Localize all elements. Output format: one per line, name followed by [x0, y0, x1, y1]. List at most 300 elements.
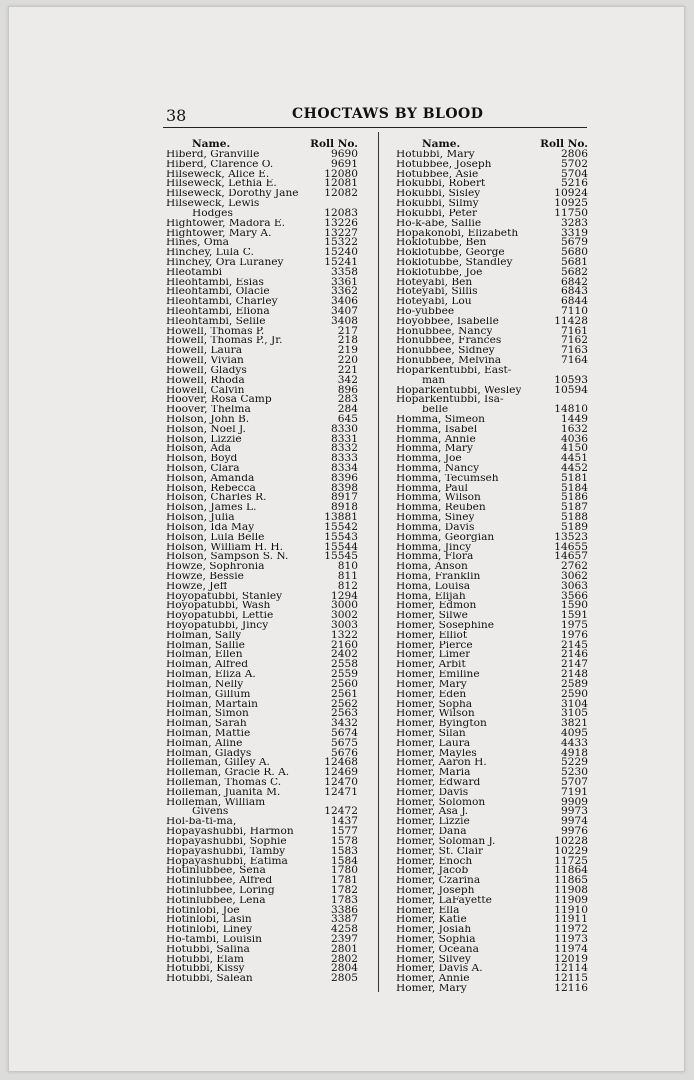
entry-name: Homer, Silvey: [396, 954, 471, 965]
list-item: [166, 471, 358, 484]
entry-roll-number: 9974: [561, 815, 588, 828]
entry-roll-number: 2805: [331, 972, 358, 985]
list-item: [396, 552, 588, 562]
list-item: [396, 660, 588, 670]
entry-name: Holman, Ellen: [166, 650, 243, 661]
entry-roll-number: 8332: [331, 442, 358, 455]
entry-name: Holson, Lula Belle: [166, 532, 265, 543]
entry-roll-number: 8398: [331, 481, 358, 494]
entry-roll-number: 15241: [324, 255, 358, 268]
entry-name: Holman, Mattie: [166, 728, 251, 739]
entry-name: Homer, Sopha: [396, 699, 473, 710]
entry-name: Hopayashubbi, Eatima: [166, 856, 288, 867]
list-item: [166, 660, 358, 670]
entry-roll-number: 5187: [561, 501, 588, 514]
entry-roll-number: 13227: [324, 226, 358, 239]
list-item: [166, 287, 358, 297]
entry-name: Holleman, William: [166, 797, 266, 808]
entry-roll-number: 10594: [554, 383, 588, 396]
entry-roll-number: 810: [337, 560, 358, 573]
list-item: [396, 579, 588, 592]
entry-roll-number: 5216: [561, 177, 588, 190]
entry-roll-number: 4451: [561, 452, 588, 465]
entry-name: Hoyobbee, Isabelle: [396, 316, 499, 327]
list-item: [166, 854, 358, 867]
entry-roll-number: 3283: [561, 216, 588, 229]
entry-name: Homer, Katie: [396, 915, 467, 926]
entry-name: Homma, Tecumseh: [396, 473, 499, 484]
entry-roll-number: 1590: [561, 599, 588, 612]
entry-name: Hoklotubbe, Standley: [396, 257, 513, 268]
list-item: [396, 503, 588, 513]
entry-name: Holson, Clara: [166, 464, 240, 474]
entry-roll-number: 15545: [324, 550, 358, 563]
list-item: [396, 157, 588, 170]
entry-name: Homer, Laura: [396, 738, 471, 749]
entry-name: Homer, Asa J.: [396, 807, 469, 818]
entry-roll-number: 5679: [561, 236, 588, 249]
entry-roll-number: 3104: [561, 697, 588, 710]
entry-name: Hopayashubbi, Tamby: [166, 846, 286, 857]
entry-roll-number: 15543: [324, 530, 358, 543]
entry-roll-number: 283: [337, 393, 358, 406]
right-column-header: [396, 138, 588, 150]
entry-name: Hoklotubbe, Joe: [396, 267, 483, 278]
entry-roll-number: 4150: [561, 442, 588, 455]
entry-name: Howze, Jeff: [166, 581, 228, 592]
entry-roll-number: 11974: [554, 942, 588, 955]
entry-name: man: [422, 375, 446, 386]
list-item: [396, 481, 588, 494]
list-item: [396, 265, 588, 278]
entry-roll-number: 13523: [554, 530, 588, 543]
entry-name: Hoover, Thelma: [166, 405, 251, 415]
entry-name: Hotinlubbee, Sena: [166, 866, 266, 877]
entry-roll-number: 12116: [554, 982, 588, 995]
entry-name: Homer, Wilson: [396, 709, 475, 720]
entry-roll-number: 11725: [554, 854, 588, 867]
entry-roll-number: 1591: [561, 609, 588, 622]
entry-name: Howell, Vivian: [166, 356, 244, 366]
entry-roll-number: 4433: [561, 736, 588, 749]
entry-roll-number: 12114: [554, 962, 588, 975]
list-item: [166, 974, 358, 984]
list-item: [166, 893, 358, 906]
list-item: [166, 952, 358, 965]
list-item: [396, 346, 588, 356]
entry-roll-number: 221: [337, 363, 358, 376]
list-item: [166, 807, 358, 817]
list-item: [396, 611, 588, 621]
list-item: [396, 297, 588, 307]
entry-name: Hotinlobi, Joe: [166, 905, 240, 916]
entry-roll-number: 4918: [561, 746, 588, 759]
entry-name: Homer, Eden: [396, 689, 467, 700]
list-item: [166, 638, 358, 651]
list-item: [166, 412, 358, 425]
list-item: [166, 481, 358, 494]
entry-name: Holson, Ada: [166, 444, 232, 455]
entry-name: Howze, Bessie: [166, 571, 244, 582]
entry-roll-number: 12469: [324, 766, 358, 779]
list-item: [396, 687, 588, 700]
entry-name: Hinchey, Lula C.: [166, 248, 254, 258]
entry-name: Hoyopatubbi, Jincy: [166, 621, 269, 631]
list-item: [166, 314, 358, 327]
entry-roll-number: 11908: [554, 883, 588, 896]
entry-roll-number: 2145: [561, 638, 588, 651]
entry-roll-number: 10593: [554, 373, 588, 386]
entry-name: Homma, Annie: [396, 434, 476, 445]
entry-roll-number: 12083: [324, 206, 358, 219]
entry-name: Homma, Isabel: [396, 424, 478, 435]
entry-roll-number: 284: [337, 403, 358, 416]
entry-name: Homer, Davis A.: [396, 964, 483, 975]
entry-name: Hoklotubbe, George: [396, 248, 505, 258]
entry-roll-number: 11911: [554, 913, 588, 926]
entry-roll-number: 9976: [561, 825, 588, 838]
entry-roll-number: 1780: [331, 864, 358, 877]
list-item: [396, 287, 588, 297]
entry-roll-number: 7110: [561, 305, 588, 317]
left-column-header: [166, 138, 358, 150]
entry-roll-number: 11865: [554, 874, 588, 887]
list-item: [166, 601, 358, 611]
list-item: [166, 935, 358, 945]
entry-roll-number: 8334: [331, 462, 358, 474]
entry-name: Holleman, Thomas C.: [166, 778, 282, 788]
entry-roll-number: 2148: [561, 668, 588, 681]
entry-roll-number: 5189: [561, 520, 588, 533]
entry-name: Homer, Silan: [396, 728, 466, 739]
entry-roll-number: 5229: [561, 756, 588, 769]
entry-roll-number: 12470: [324, 776, 358, 788]
entry-name: Homer, Lizzie: [396, 817, 470, 828]
entry-name: Homer, Silwe: [396, 611, 468, 621]
list-item: [396, 493, 588, 503]
entry-roll-number: 2762: [561, 560, 588, 573]
entry-roll-number: 9691: [331, 157, 358, 170]
entry-roll-number: 3362: [331, 285, 358, 298]
left-entry-list: [166, 150, 358, 984]
entry-name: Homa, Louisa: [396, 581, 471, 592]
list-item: [166, 255, 358, 268]
list-item: [396, 795, 588, 808]
entry-roll-number: 7163: [561, 344, 588, 357]
entry-name: Homer, LaFayette: [396, 895, 492, 906]
entry-roll-number: 12115: [554, 972, 588, 985]
entry-name: Hleohtambi, Eliona: [166, 307, 270, 317]
entry-name: Holman, Gladys: [166, 748, 252, 759]
entry-name: belle: [422, 405, 449, 415]
list-item: [396, 454, 588, 464]
entry-name: Homma, Reuben: [396, 503, 486, 514]
entry-name: Hilseweck, Lewis: [166, 199, 260, 209]
list-item: [396, 432, 588, 445]
entry-roll-number: 12468: [324, 756, 358, 769]
list-item: [166, 650, 358, 660]
entry-roll-number: 218: [337, 334, 358, 347]
entry-name: Hoover, Rosa Camp: [166, 395, 272, 406]
list-item: [166, 866, 358, 876]
list-item: [166, 464, 358, 474]
entry-roll-number: 6844: [561, 295, 588, 308]
entry-roll-number: 2147: [561, 658, 588, 671]
entry-name: Homma, Nancy: [396, 464, 480, 474]
list-item: [396, 650, 588, 660]
entry-roll-number: 3358: [331, 265, 358, 278]
list-item: [396, 383, 588, 396]
entry-name: Hoyopatubbi, Stanley: [166, 591, 283, 602]
entry-roll-number: 4258: [331, 923, 358, 936]
list-item: [166, 736, 358, 749]
entry-roll-number: 14655: [554, 540, 588, 553]
list-item: [166, 265, 358, 278]
list-item: [166, 579, 358, 592]
entry-roll-number: 3062: [561, 569, 588, 582]
entry-name: Holleman, Gilley A.: [166, 758, 270, 769]
list-item: [396, 601, 588, 611]
list-item: [166, 628, 358, 641]
entry-roll-number: 2590: [561, 687, 588, 700]
list-item: [166, 964, 358, 974]
entry-name: Hotubbi, Elam: [166, 954, 244, 965]
entry-roll-number: 5188: [561, 511, 588, 524]
entry-roll-number: 1437: [331, 815, 358, 828]
entry-roll-number: 3000: [331, 599, 358, 612]
entry-name: Hines, Oma: [166, 238, 229, 249]
entry-roll-number: 1294: [331, 589, 358, 602]
entry-name: Holman, Sallie: [166, 640, 245, 651]
entry-roll-number: 2562: [331, 697, 358, 710]
list-item: [166, 363, 358, 376]
entry-name: Hleotambi: [166, 267, 223, 278]
entry-name: Holson, Amanda: [166, 473, 255, 484]
entry-roll-number: 12471: [324, 785, 358, 798]
entry-roll-number: 3002: [331, 609, 358, 622]
list-item: [166, 677, 358, 690]
entry-name: Hotubbi, Mary: [396, 150, 475, 160]
entry-name: Homer, Sosephine: [396, 621, 494, 631]
entry-name: Honubbee, Nancy: [396, 326, 493, 337]
entry-name: Homer, Jacob: [396, 866, 469, 877]
entry-name: Homer, Mayles: [396, 748, 477, 759]
entry-name: Homa, Anson: [396, 562, 468, 572]
list-item: [396, 238, 588, 248]
entry-name: Hokubbi, Robert: [396, 179, 486, 190]
list-item: [166, 817, 358, 827]
list-item: [396, 422, 588, 435]
entry-name: Holson, Julia: [166, 513, 235, 523]
entry-roll-number: 11864: [554, 864, 588, 877]
entry-name: Homma, Georgian: [396, 532, 495, 543]
entry-roll-number: 812: [337, 579, 358, 592]
entry-roll-number: 5704: [561, 167, 588, 180]
entry-name: Homer, Aaron H.: [396, 758, 487, 769]
page-number: 38: [166, 106, 187, 125]
entry-roll-number: 1449: [561, 412, 588, 425]
entry-name: Homer, Josiah: [396, 925, 472, 935]
list-item: [396, 638, 588, 651]
entry-name: Honubbee, Melvina: [396, 356, 502, 366]
entry-name: Hoyopatubbi, Wash: [166, 601, 271, 612]
list-item: [166, 432, 358, 445]
entry-roll-number: 5181: [561, 471, 588, 484]
entry-name: Holson, James L.: [166, 503, 257, 514]
list-item: [396, 412, 588, 425]
entry-name: Holson, Rebecca: [166, 483, 256, 494]
list-item: [166, 356, 358, 366]
entry-roll-number: 5682: [561, 265, 588, 278]
entry-name: Hoyopatubbi, Lettie: [166, 611, 274, 621]
list-item: [396, 697, 588, 710]
entry-roll-number: 7164: [561, 354, 588, 367]
entry-roll-number: 4036: [561, 432, 588, 445]
list-item: [396, 726, 588, 739]
entry-roll-number: 10228: [554, 834, 588, 847]
list-item: [166, 383, 358, 396]
entry-roll-number: 12019: [554, 952, 588, 965]
entry-roll-number: 1781: [331, 874, 358, 887]
list-item: [166, 552, 358, 562]
entry-name: Hiberd, Clarence O.: [166, 159, 274, 170]
entry-name: Hotubbi, Salina: [166, 944, 250, 955]
entry-roll-number: 3387: [331, 913, 358, 926]
entry-name: Homer, Emiline: [396, 670, 480, 680]
entry-roll-number: 4095: [561, 726, 588, 739]
entry-roll-number: 3063: [561, 579, 588, 592]
entry-name: Ho-k-abe, Sallie: [396, 218, 482, 229]
list-item: [166, 827, 358, 837]
entry-roll-number: 3105: [561, 707, 588, 720]
entry-roll-number: 5707: [561, 776, 588, 788]
entry-roll-number: 9909: [561, 795, 588, 808]
entry-roll-number: 11750: [554, 206, 588, 219]
entry-name: Hilseweck, Lethia E.: [166, 179, 277, 190]
entry-name: Holman, Aline: [166, 738, 243, 749]
list-item: [166, 844, 358, 857]
entry-roll-number: 6843: [561, 285, 588, 298]
list-item: [396, 356, 588, 366]
entry-name: Howell, Rhoda: [166, 375, 245, 386]
right-column: [396, 138, 588, 994]
entry-roll-number: 342: [337, 373, 358, 386]
entry-roll-number: 2801: [331, 942, 358, 955]
list-item: [396, 817, 588, 827]
list-item: [396, 677, 588, 690]
right-entry-list: [396, 150, 588, 994]
entry-roll-number: 1975: [561, 619, 588, 631]
roll-column-header: Roll No.: [540, 138, 588, 150]
entry-roll-number: 5676: [331, 746, 358, 759]
entry-roll-number: 9690: [331, 148, 358, 160]
entry-name: Holson, Boyd: [166, 454, 238, 464]
entry-name: Hotubbee, Joseph: [396, 159, 492, 170]
list-item: [396, 405, 588, 415]
entry-name: Homer, Ella: [396, 905, 460, 916]
entry-name: Homma, Paul: [396, 483, 468, 494]
entry-roll-number: 5702: [561, 157, 588, 170]
list-item: [396, 324, 588, 337]
list-item: [166, 726, 358, 739]
entry-roll-number: 2560: [331, 677, 358, 690]
entry-roll-number: 3003: [331, 619, 358, 631]
entry-name: Honubbee, Sidney: [396, 346, 495, 357]
entry-name: Holman, Eliza A.: [166, 670, 256, 680]
entry-name: Holson, Ida May: [166, 522, 255, 533]
entry-roll-number: 2558: [331, 658, 358, 671]
entry-name: Hoparkentubbi, Wesley: [396, 385, 522, 396]
entry-name: Homer, Soloman J.: [396, 836, 496, 847]
entry-name: Hotubbi, Kissy: [166, 964, 245, 975]
list-item: [166, 589, 358, 602]
entry-name: Hotinlobi, Lasin: [166, 915, 252, 926]
entry-roll-number: 8917: [331, 491, 358, 504]
entry-roll-number: 8396: [331, 471, 358, 484]
entry-name: Hotinlubbee, Lena: [166, 895, 266, 906]
list-item: [166, 709, 358, 719]
list-item: [396, 167, 588, 180]
entry-roll-number: 1783: [331, 893, 358, 906]
entry-roll-number: 3566: [561, 589, 588, 602]
entry-name: Hightower, Mary A.: [166, 228, 272, 239]
entry-name: Hodges: [192, 208, 233, 219]
list-item: [396, 670, 588, 680]
list-item: [396, 150, 588, 160]
entry-name: Hilseweck, Alice E.: [166, 169, 270, 180]
list-item: [396, 248, 588, 258]
entry-name: Holleman, Juanita M.: [166, 787, 281, 798]
entry-roll-number: 8333: [331, 452, 358, 465]
list-item: [166, 297, 358, 307]
entry-roll-number: 11910: [554, 903, 588, 916]
entry-roll-number: 3821: [561, 717, 588, 730]
list-item: [166, 903, 358, 916]
entry-name: Hotinlobi, Liney: [166, 925, 253, 935]
entry-roll-number: 14810: [554, 403, 588, 416]
entry-name: Homer, Byington: [396, 719, 487, 729]
entry-roll-number: 10229: [554, 844, 588, 857]
entry-roll-number: 5184: [561, 481, 588, 494]
entry-name: Holson, Noel J.: [166, 424, 246, 435]
entry-roll-number: 2563: [331, 707, 358, 720]
entry-roll-number: 5674: [331, 726, 358, 739]
list-item: [396, 719, 588, 729]
entry-name: Homer, Maria: [396, 768, 471, 778]
entry-name: Homer, Edmon: [396, 601, 477, 612]
entry-roll-number: 2802: [331, 952, 358, 965]
list-item: [396, 562, 588, 572]
list-item: [166, 373, 358, 386]
list-item: [396, 628, 588, 641]
entry-name: Hleohtambi, Olacie: [166, 287, 270, 298]
entry-name: Homer, Oceana: [396, 944, 479, 955]
entry-roll-number: 15240: [324, 246, 358, 259]
entry-name: Howell, Thomas P.: [166, 326, 265, 337]
entry-name: Hoteyabi, Sillis: [396, 287, 478, 298]
list-item: [396, 336, 588, 346]
list-item: [166, 395, 358, 405]
entry-name: Homma, Davis: [396, 522, 475, 533]
entry-roll-number: 10925: [554, 197, 588, 210]
entry-roll-number: 219: [337, 344, 358, 357]
entry-name: Ho-yubbee: [396, 307, 455, 317]
list-item: [396, 471, 588, 484]
entry-roll-number: 8918: [331, 501, 358, 514]
entry-roll-number: 14657: [554, 550, 588, 563]
name-column-header: Name.: [422, 138, 461, 150]
entry-roll-number: 11428: [554, 314, 588, 327]
